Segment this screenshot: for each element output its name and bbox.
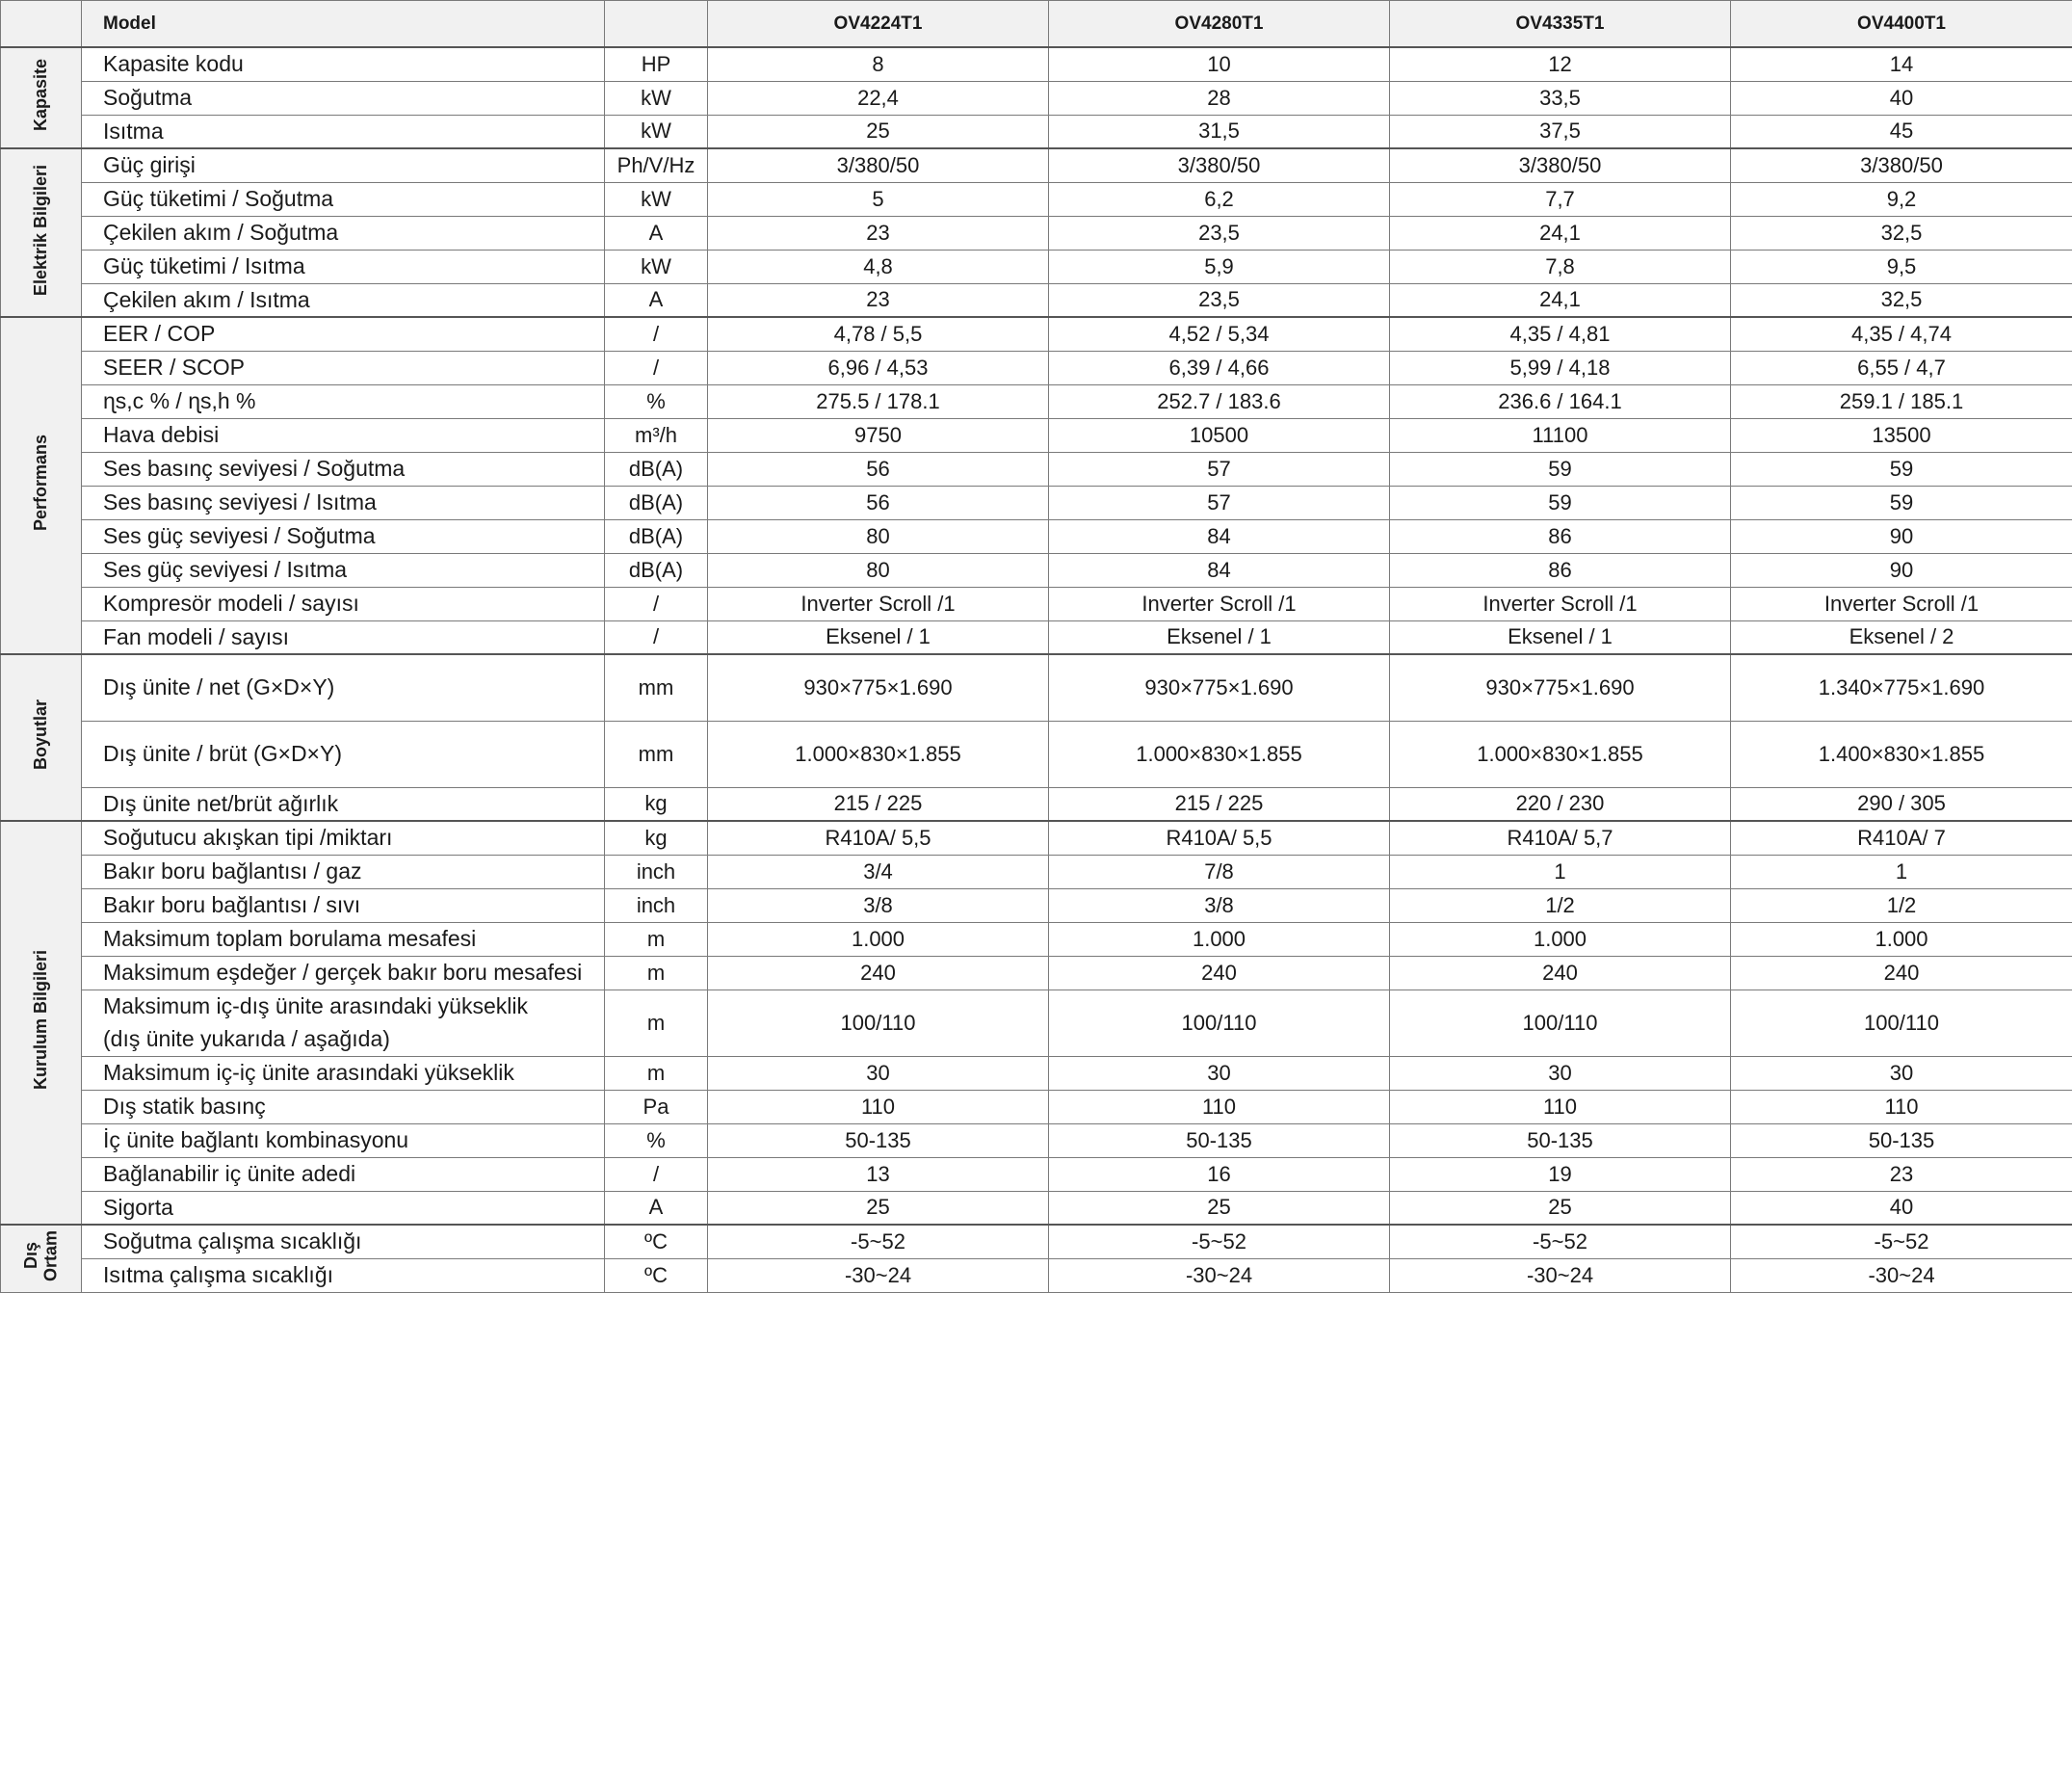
value-cell: 90 xyxy=(1731,553,2072,587)
parameter-name: Maksimum iç-dış ünite arasındaki yükseklik xyxy=(103,993,528,1019)
model-header-3: OV4335T1 xyxy=(1390,1,1731,48)
parameter-name: Isıtma xyxy=(82,115,605,148)
value-cell: 5 xyxy=(708,182,1049,216)
value-cell: 1 xyxy=(1390,855,1731,888)
unit-cell: kg xyxy=(605,821,708,855)
value-cell: 1.000 xyxy=(708,922,1049,956)
value-cell: Inverter Scroll /1 xyxy=(1049,587,1390,620)
unit-cell: Pa xyxy=(605,1090,708,1123)
value-cell: 23 xyxy=(708,283,1049,317)
value-cell: 7/8 xyxy=(1049,855,1390,888)
value-cell: 4,78 / 5,5 xyxy=(708,317,1049,351)
unit-cell: kW xyxy=(605,182,708,216)
value-cell: 28 xyxy=(1049,81,1390,115)
unit-cell: m xyxy=(605,990,708,1056)
unit-cell: % xyxy=(605,384,708,418)
group-label: Performans xyxy=(31,435,51,532)
unit-cell: / xyxy=(605,620,708,654)
value-cell: 50-135 xyxy=(1049,1123,1390,1157)
table-row xyxy=(1,1225,2072,1258)
unit-cell: dB(A) xyxy=(605,486,708,519)
value-cell: 236.6 / 164.1 xyxy=(1390,384,1731,418)
value-cell: 100/110 xyxy=(1390,990,1731,1056)
unit-cell: inch xyxy=(605,855,708,888)
unit-cell: mm xyxy=(605,721,708,787)
model-label: Model xyxy=(82,1,605,48)
parameter-name: Ses güç seviyesi / Isıtma xyxy=(82,553,605,587)
value-cell: 215 / 225 xyxy=(1049,787,1390,821)
parameter-name: Hava debisi xyxy=(82,418,605,452)
value-cell: -30~24 xyxy=(1049,1258,1390,1292)
value-cell: 1.000 xyxy=(1049,922,1390,956)
unit-cell: dB(A) xyxy=(605,519,708,553)
unit-cell: kW xyxy=(605,81,708,115)
table-row xyxy=(1,115,2072,148)
table-row xyxy=(1,283,2072,317)
value-cell: 22,4 xyxy=(708,81,1049,115)
value-cell: 56 xyxy=(708,452,1049,486)
unit-cell: ºC xyxy=(605,1225,708,1258)
value-cell: 40 xyxy=(1731,81,2072,115)
parameter-name: Bakır boru bağlantısı / gaz xyxy=(82,855,605,888)
value-cell: 110 xyxy=(708,1090,1049,1123)
value-cell: 19 xyxy=(1390,1157,1731,1191)
value-cell: 32,5 xyxy=(1731,216,2072,250)
unit-cell: / xyxy=(605,1157,708,1191)
table-row xyxy=(1,821,2072,855)
value-cell: 100/110 xyxy=(1049,990,1390,1056)
table-row xyxy=(1,47,2072,81)
parameter-name: Ses güç seviyesi / Soğutma xyxy=(82,519,605,553)
table-row xyxy=(1,317,2072,351)
table-row xyxy=(1,587,2072,620)
value-cell: R410A/ 7 xyxy=(1731,821,2072,855)
table-row xyxy=(1,956,2072,990)
value-cell: 80 xyxy=(708,519,1049,553)
group-label-cell xyxy=(1,821,82,1225)
parameter-name: Bağlanabilir iç ünite adedi xyxy=(82,1157,605,1191)
parameter-name: Sigorta xyxy=(82,1191,605,1225)
unit-cell: mm xyxy=(605,654,708,721)
value-cell: 86 xyxy=(1390,553,1731,587)
value-cell: 4,8 xyxy=(708,250,1049,283)
table-row xyxy=(1,1090,2072,1123)
parameter-cell xyxy=(82,990,605,1056)
value-cell: Eksenel / 1 xyxy=(708,620,1049,654)
unit-cell: A xyxy=(605,283,708,317)
value-cell: 90 xyxy=(1731,519,2072,553)
parameter-name: Çekilen akım / Soğutma xyxy=(82,216,605,250)
value-cell: 4,35 / 4,81 xyxy=(1390,317,1731,351)
table-row xyxy=(1,855,2072,888)
value-cell: 220 / 230 xyxy=(1390,787,1731,821)
unit-cell: % xyxy=(605,1123,708,1157)
group-label xyxy=(21,1230,61,1281)
parameter-name: Soğutucu akışkan tipi /miktarı xyxy=(82,821,605,855)
value-cell: Inverter Scroll /1 xyxy=(1390,587,1731,620)
value-cell: -30~24 xyxy=(1390,1258,1731,1292)
group-label-cell xyxy=(1,317,82,654)
value-cell: 3/4 xyxy=(708,855,1049,888)
table-row xyxy=(1,182,2072,216)
value-cell: -5~52 xyxy=(1731,1225,2072,1258)
parameter-name: Maksimum iç-iç ünite arasındaki yükseklik xyxy=(82,1056,605,1090)
value-cell: 6,55 / 4,7 xyxy=(1731,351,2072,384)
value-cell: 100/110 xyxy=(1731,990,2072,1056)
unit-cell: A xyxy=(605,216,708,250)
group-label-cell xyxy=(1,47,82,148)
value-cell: 1.340×775×1.690 xyxy=(1731,654,2072,721)
value-cell: 30 xyxy=(708,1056,1049,1090)
value-cell: 84 xyxy=(1049,553,1390,587)
value-cell: 5,99 / 4,18 xyxy=(1390,351,1731,384)
value-cell: 80 xyxy=(708,553,1049,587)
group-label-cell xyxy=(1,1225,82,1292)
value-cell: 25 xyxy=(1049,1191,1390,1225)
unit-cell: dB(A) xyxy=(605,553,708,587)
parameter-name: Güç tüketimi / Isıtma xyxy=(82,250,605,283)
spec-body xyxy=(1,47,2072,1292)
group-label-cell xyxy=(1,148,82,317)
parameter-name: Kompresör modeli / sayısı xyxy=(82,587,605,620)
value-cell: Eksenel / 1 xyxy=(1390,620,1731,654)
value-cell: 6,39 / 4,66 xyxy=(1049,351,1390,384)
group-label: Kapasite xyxy=(31,59,51,132)
parameter-name: Soğutma xyxy=(82,81,605,115)
value-cell: 11100 xyxy=(1390,418,1731,452)
value-cell: 16 xyxy=(1049,1157,1390,1191)
unit-cell: / xyxy=(605,587,708,620)
table-row xyxy=(1,452,2072,486)
value-cell: 9,2 xyxy=(1731,182,2072,216)
table-row xyxy=(1,351,2072,384)
value-cell: 30 xyxy=(1731,1056,2072,1090)
value-cell: Eksenel / 1 xyxy=(1049,620,1390,654)
value-cell: 50-135 xyxy=(1390,1123,1731,1157)
value-cell: 7,8 xyxy=(1390,250,1731,283)
value-cell: 86 xyxy=(1390,519,1731,553)
parameter-name: Güç tüketimi / Soğutma xyxy=(82,182,605,216)
table-row xyxy=(1,721,2072,787)
parameter-name: Dış ünite / brüt (G×D×Y) xyxy=(82,721,605,787)
parameter-note: (dış ünite yukarıda / aşağıda) xyxy=(103,1025,390,1051)
value-cell: 57 xyxy=(1049,486,1390,519)
table-row xyxy=(1,250,2072,283)
value-cell: 12 xyxy=(1390,47,1731,81)
parameter-name: Isıtma çalışma sıcaklığı xyxy=(82,1258,605,1292)
value-cell: 40 xyxy=(1731,1191,2072,1225)
value-cell: R410A/ 5,5 xyxy=(1049,821,1390,855)
value-cell: 25 xyxy=(708,1191,1049,1225)
table-row xyxy=(1,1191,2072,1225)
value-cell: 14 xyxy=(1731,47,2072,81)
value-cell: 4,35 / 4,74 xyxy=(1731,317,2072,351)
value-cell: 9,5 xyxy=(1731,250,2072,283)
parameter-name: Çekilen akım / Isıtma xyxy=(82,283,605,317)
table-row xyxy=(1,384,2072,418)
value-cell: 45 xyxy=(1731,115,2072,148)
parameter-name: Fan modeli / sayısı xyxy=(82,620,605,654)
value-cell: Eksenel / 2 xyxy=(1731,620,2072,654)
value-cell: 3/380/50 xyxy=(1731,148,2072,182)
parameter-name: SEER / SCOP xyxy=(82,351,605,384)
parameter-name: Bakır boru bağlantısı / sıvı xyxy=(82,888,605,922)
model-header-4: OV4400T1 xyxy=(1731,1,2072,48)
value-cell: 240 xyxy=(1390,956,1731,990)
value-cell: R410A/ 5,5 xyxy=(708,821,1049,855)
value-cell: 57 xyxy=(1049,452,1390,486)
value-cell: 1/2 xyxy=(1390,888,1731,922)
parameter-name: Güç girişi xyxy=(82,148,605,182)
value-cell: 23 xyxy=(708,216,1049,250)
group-label-line: Ortam xyxy=(40,1230,61,1282)
value-cell: 240 xyxy=(1049,956,1390,990)
value-cell: 930×775×1.690 xyxy=(1049,654,1390,721)
unit-cell: m³/h xyxy=(605,418,708,452)
value-cell: 30 xyxy=(1049,1056,1390,1090)
value-cell: Inverter Scroll /1 xyxy=(1731,587,2072,620)
table-row xyxy=(1,486,2072,519)
parameter-name: EER / COP xyxy=(82,317,605,351)
value-cell: 1.000×830×1.855 xyxy=(1390,721,1731,787)
parameter-name: Dış ünite net/brüt ağırlık xyxy=(82,787,605,821)
parameter-name: Kapasite kodu xyxy=(82,47,605,81)
value-cell: 13500 xyxy=(1731,418,2072,452)
parameter-name: Dış statik basınç xyxy=(82,1090,605,1123)
value-cell: 50-135 xyxy=(708,1123,1049,1157)
value-cell: 59 xyxy=(1390,452,1731,486)
value-cell: 930×775×1.690 xyxy=(1390,654,1731,721)
table-row xyxy=(1,922,2072,956)
parameter-name: Maksimum eşdeğer / gerçek bakır boru mesafesi xyxy=(82,956,605,990)
model-header-1: OV4224T1 xyxy=(708,1,1049,48)
value-cell: 6,96 / 4,53 xyxy=(708,351,1049,384)
value-cell: 24,1 xyxy=(1390,216,1731,250)
unit-cell: kg xyxy=(605,787,708,821)
value-cell: 290 / 305 xyxy=(1731,787,2072,821)
value-cell: 59 xyxy=(1390,486,1731,519)
value-cell: 4,52 / 5,34 xyxy=(1049,317,1390,351)
value-cell: 23 xyxy=(1731,1157,2072,1191)
value-cell: 3/380/50 xyxy=(1390,148,1731,182)
value-cell: Inverter Scroll /1 xyxy=(708,587,1049,620)
value-cell: 23,5 xyxy=(1049,283,1390,317)
value-cell: 240 xyxy=(708,956,1049,990)
unit-cell: HP xyxy=(605,47,708,81)
value-cell: 59 xyxy=(1731,452,2072,486)
parameter-name: Soğutma çalışma sıcaklığı xyxy=(82,1225,605,1258)
group-label: Kurulum Bilgileri xyxy=(31,950,51,1091)
value-cell: R410A/ 5,7 xyxy=(1390,821,1731,855)
value-cell: 23,5 xyxy=(1049,216,1390,250)
table-row xyxy=(1,1056,2072,1090)
unit-header xyxy=(605,1,708,48)
value-cell: 24,1 xyxy=(1390,283,1731,317)
parameter-name: Ses basınç seviyesi / Soğutma xyxy=(82,452,605,486)
parameter-name: İç ünite bağlantı kombinasyonu xyxy=(82,1123,605,1157)
value-cell: 5,9 xyxy=(1049,250,1390,283)
value-cell: 100/110 xyxy=(708,990,1049,1056)
value-cell: 1/2 xyxy=(1731,888,2072,922)
unit-cell: dB(A) xyxy=(605,452,708,486)
header-row xyxy=(1,1,2072,48)
value-cell: 30 xyxy=(1390,1056,1731,1090)
unit-cell: m xyxy=(605,956,708,990)
table-row xyxy=(1,787,2072,821)
value-cell: 110 xyxy=(1390,1090,1731,1123)
value-cell: 50-135 xyxy=(1731,1123,2072,1157)
value-cell: 1 xyxy=(1731,855,2072,888)
unit-cell: Ph/V/Hz xyxy=(605,148,708,182)
value-cell: 56 xyxy=(708,486,1049,519)
value-cell: 259.1 / 185.1 xyxy=(1731,384,2072,418)
unit-cell: m xyxy=(605,922,708,956)
value-cell: 275.5 / 178.1 xyxy=(708,384,1049,418)
unit-cell: inch xyxy=(605,888,708,922)
header-corner xyxy=(1,1,82,48)
table-row xyxy=(1,148,2072,182)
parameter-name: Dış ünite / net (G×D×Y) xyxy=(82,654,605,721)
group-label-line: Dış xyxy=(20,1242,40,1270)
value-cell: 1.400×830×1.855 xyxy=(1731,721,2072,787)
parameter-name: ɳs,c % / ɳs,h % xyxy=(82,384,605,418)
value-cell: 8 xyxy=(708,47,1049,81)
value-cell: -30~24 xyxy=(708,1258,1049,1292)
value-cell: 25 xyxy=(1390,1191,1731,1225)
value-cell: 37,5 xyxy=(1390,115,1731,148)
group-label: Boyutlar xyxy=(31,699,51,771)
value-cell: 59 xyxy=(1731,486,2072,519)
value-cell: 33,5 xyxy=(1390,81,1731,115)
value-cell: 3/8 xyxy=(708,888,1049,922)
unit-cell: / xyxy=(605,317,708,351)
value-cell: 110 xyxy=(1049,1090,1390,1123)
model-header-2: OV4280T1 xyxy=(1049,1,1390,48)
table-row xyxy=(1,620,2072,654)
unit-cell: A xyxy=(605,1191,708,1225)
value-cell: 6,2 xyxy=(1049,182,1390,216)
value-cell: 1.000×830×1.855 xyxy=(708,721,1049,787)
unit-cell: / xyxy=(605,351,708,384)
value-cell: 9750 xyxy=(708,418,1049,452)
parameter-name: Ses basınç seviyesi / Isıtma xyxy=(82,486,605,519)
unit-cell: kW xyxy=(605,250,708,283)
value-cell: -30~24 xyxy=(1731,1258,2072,1292)
table-row xyxy=(1,1157,2072,1191)
value-cell: 1.000 xyxy=(1390,922,1731,956)
table-row xyxy=(1,1123,2072,1157)
value-cell: 110 xyxy=(1731,1090,2072,1123)
value-cell: 3/380/50 xyxy=(1049,148,1390,182)
value-cell: 3/380/50 xyxy=(708,148,1049,182)
value-cell: -5~52 xyxy=(708,1225,1049,1258)
table-row xyxy=(1,553,2072,587)
value-cell: 930×775×1.690 xyxy=(708,654,1049,721)
table-row xyxy=(1,990,2072,1056)
table-row xyxy=(1,418,2072,452)
table-row xyxy=(1,81,2072,115)
value-cell: 7,7 xyxy=(1390,182,1731,216)
value-cell: -5~52 xyxy=(1049,1225,1390,1258)
unit-cell: m xyxy=(605,1056,708,1090)
table-row xyxy=(1,519,2072,553)
value-cell: -5~52 xyxy=(1390,1225,1731,1258)
value-cell: 3/8 xyxy=(1049,888,1390,922)
value-cell: 252.7 / 183.6 xyxy=(1049,384,1390,418)
value-cell: 10 xyxy=(1049,47,1390,81)
table-row xyxy=(1,216,2072,250)
group-label-cell xyxy=(1,654,82,821)
table-row xyxy=(1,888,2072,922)
value-cell: 84 xyxy=(1049,519,1390,553)
unit-cell: kW xyxy=(605,115,708,148)
table-row xyxy=(1,654,2072,721)
value-cell: 10500 xyxy=(1049,418,1390,452)
value-cell: 240 xyxy=(1731,956,2072,990)
value-cell: 13 xyxy=(708,1157,1049,1191)
group-label: Elektrik Bilgileri xyxy=(31,164,51,297)
value-cell: 32,5 xyxy=(1731,283,2072,317)
parameter-name: Maksimum toplam borulama mesafesi xyxy=(82,922,605,956)
value-cell: 215 / 225 xyxy=(708,787,1049,821)
unit-cell: ºC xyxy=(605,1258,708,1292)
value-cell: 1.000 xyxy=(1731,922,2072,956)
value-cell: 25 xyxy=(708,115,1049,148)
value-cell: 1.000×830×1.855 xyxy=(1049,721,1390,787)
value-cell: 31,5 xyxy=(1049,115,1390,148)
table-row xyxy=(1,1258,2072,1292)
